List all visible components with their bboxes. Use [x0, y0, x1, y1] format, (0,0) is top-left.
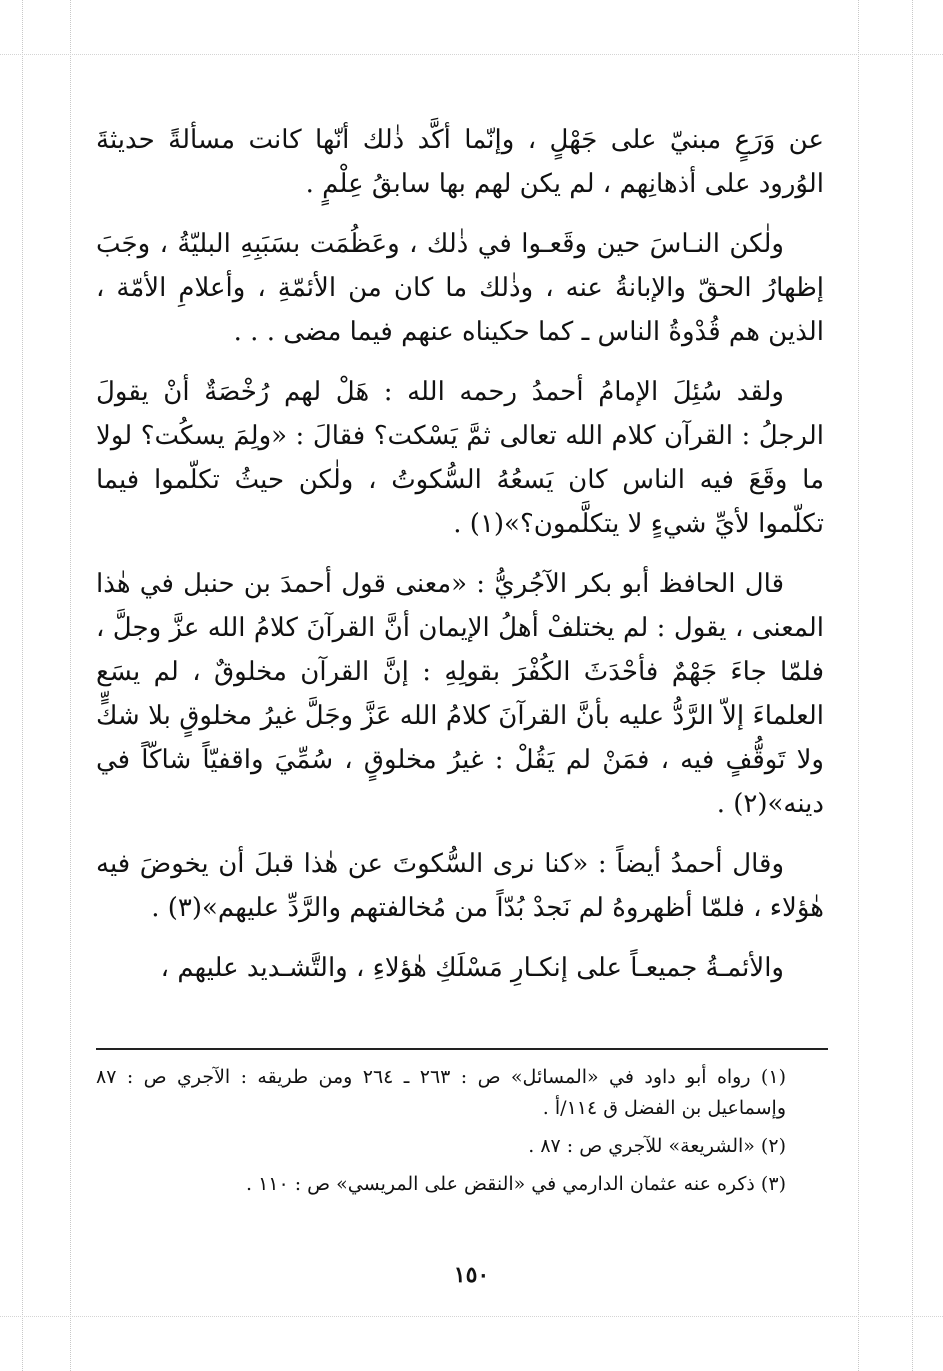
scan-border-right	[912, 0, 913, 1371]
scan-border-left	[22, 0, 23, 1371]
paragraph: والأئمـةُ جميعـاً على إنكـارِ مَسْلَكِ هٰؤلاءِ ، والتَّشـديد عليهم ،	[160, 953, 784, 983]
footnote-separator	[96, 1048, 828, 1050]
paragraph: عن وَرَعٍ مبنيّ على جَهْلٍ ، وإنّما أكَّد ذٰلك أنّها كانت مسألةً حديثةَ الوُرود على أذهانِهم ، لم يكن لهم بها سابقُ عِلْمٍ .	[96, 125, 824, 199]
main-text	[96, 118, 824, 1006]
paragraph: ولقد سُئِلَ الإمامُ أحمدُ رحمه الله : هَلْ لهم رُخْصَةٌ أنْ يقولَ الرجلُ : القرآن كلام الله تعالى ثمَّ يَسْكت؟ فقالَ : «ولِمَ يسكُت؟ لولا ما وقَعَ فيه الناس كان يَسعُهُ السُّكوتُ ، ولٰكن حيثُ تكلّموا فيما تكلّموا لأيِّ شيءٍ لا يتكلَّمون؟»(١) .	[96, 377, 824, 539]
scan-border-top	[0, 54, 943, 55]
page-number: ١٥٠	[453, 1262, 490, 1288]
scan-border-left-inner	[70, 0, 71, 1371]
paragraph: ولٰكن النـاسَ حين وقَعـوا في ذٰلك ، وعَظُمَت بسَبَبِهِ البليّةُ ، وجَبَ إظهارُ الحقّ والإبانةُ عنه ، وذٰلك ما كان من الأئمّةِ ، وأعلامِ الأمّة ، الذين هم قُدْوةُ الناس ـ كما حكيناه عنهم فيما مضى . . .	[96, 229, 824, 347]
footnote: (٢) «الشريعة» للآجري ص : ٨٧ .	[528, 1135, 786, 1157]
footnotes	[96, 1062, 786, 1207]
footnote: (١) رواه أبو داود في «المسائل» ص : ٢٦٣ ـ ٢٦٤ ومن طريقه : الآجري ص : ٨٧ وإسماعيل بن الفضل ق ١١٤/أ .	[96, 1066, 786, 1119]
paragraph: وقال أحمدُ أيضاً : «كنا نرى السُّكوتَ عن هٰذا قبلَ أن يخوضَ فيه هٰؤلاء ، فلمّا أظهروهُ لم نَجدْ بُدّاً من مُخالفتهم والرَّدِّ عليهم»(٣) .	[96, 849, 824, 923]
footnote: (٣) ذكره عنه عثمان الدارمي في «النقض على المريسي» ص : ١١٠ .	[245, 1173, 786, 1195]
scan-border-bottom	[0, 1316, 943, 1317]
paragraph: قال الحافظ أبو بكر الآجُريُّ : «معنى قول أحمدَ بن حنبل في هٰذا المعنى ، يقول : لم يختلفْ أهلُ الإيمان أنَّ القرآنَ كلامُ الله عزَّ وجلَّ ، فلمّا جاءَ جَهْمٌ فأحْدَثَ الكُفْرَ بقولِهِ : إنَّ القرآن مخلوقٌ ، لم يسَع العلماءَ إلاّ الرَّدُّ عليه بأنَّ القرآنَ كلامُ الله عَزَّ وجَلَّ غيرُ مخلوقٍ بلا شكٍّ ولا تَوقُّفٍ فيه ، فمَنْ لم يَقُلْ : غيرُ مخلوقٍ ، سُمِّيَ واقفيّاً شاكّاً في دينه»(٢) .	[96, 569, 824, 819]
scan-border-right-inner	[858, 0, 859, 1371]
